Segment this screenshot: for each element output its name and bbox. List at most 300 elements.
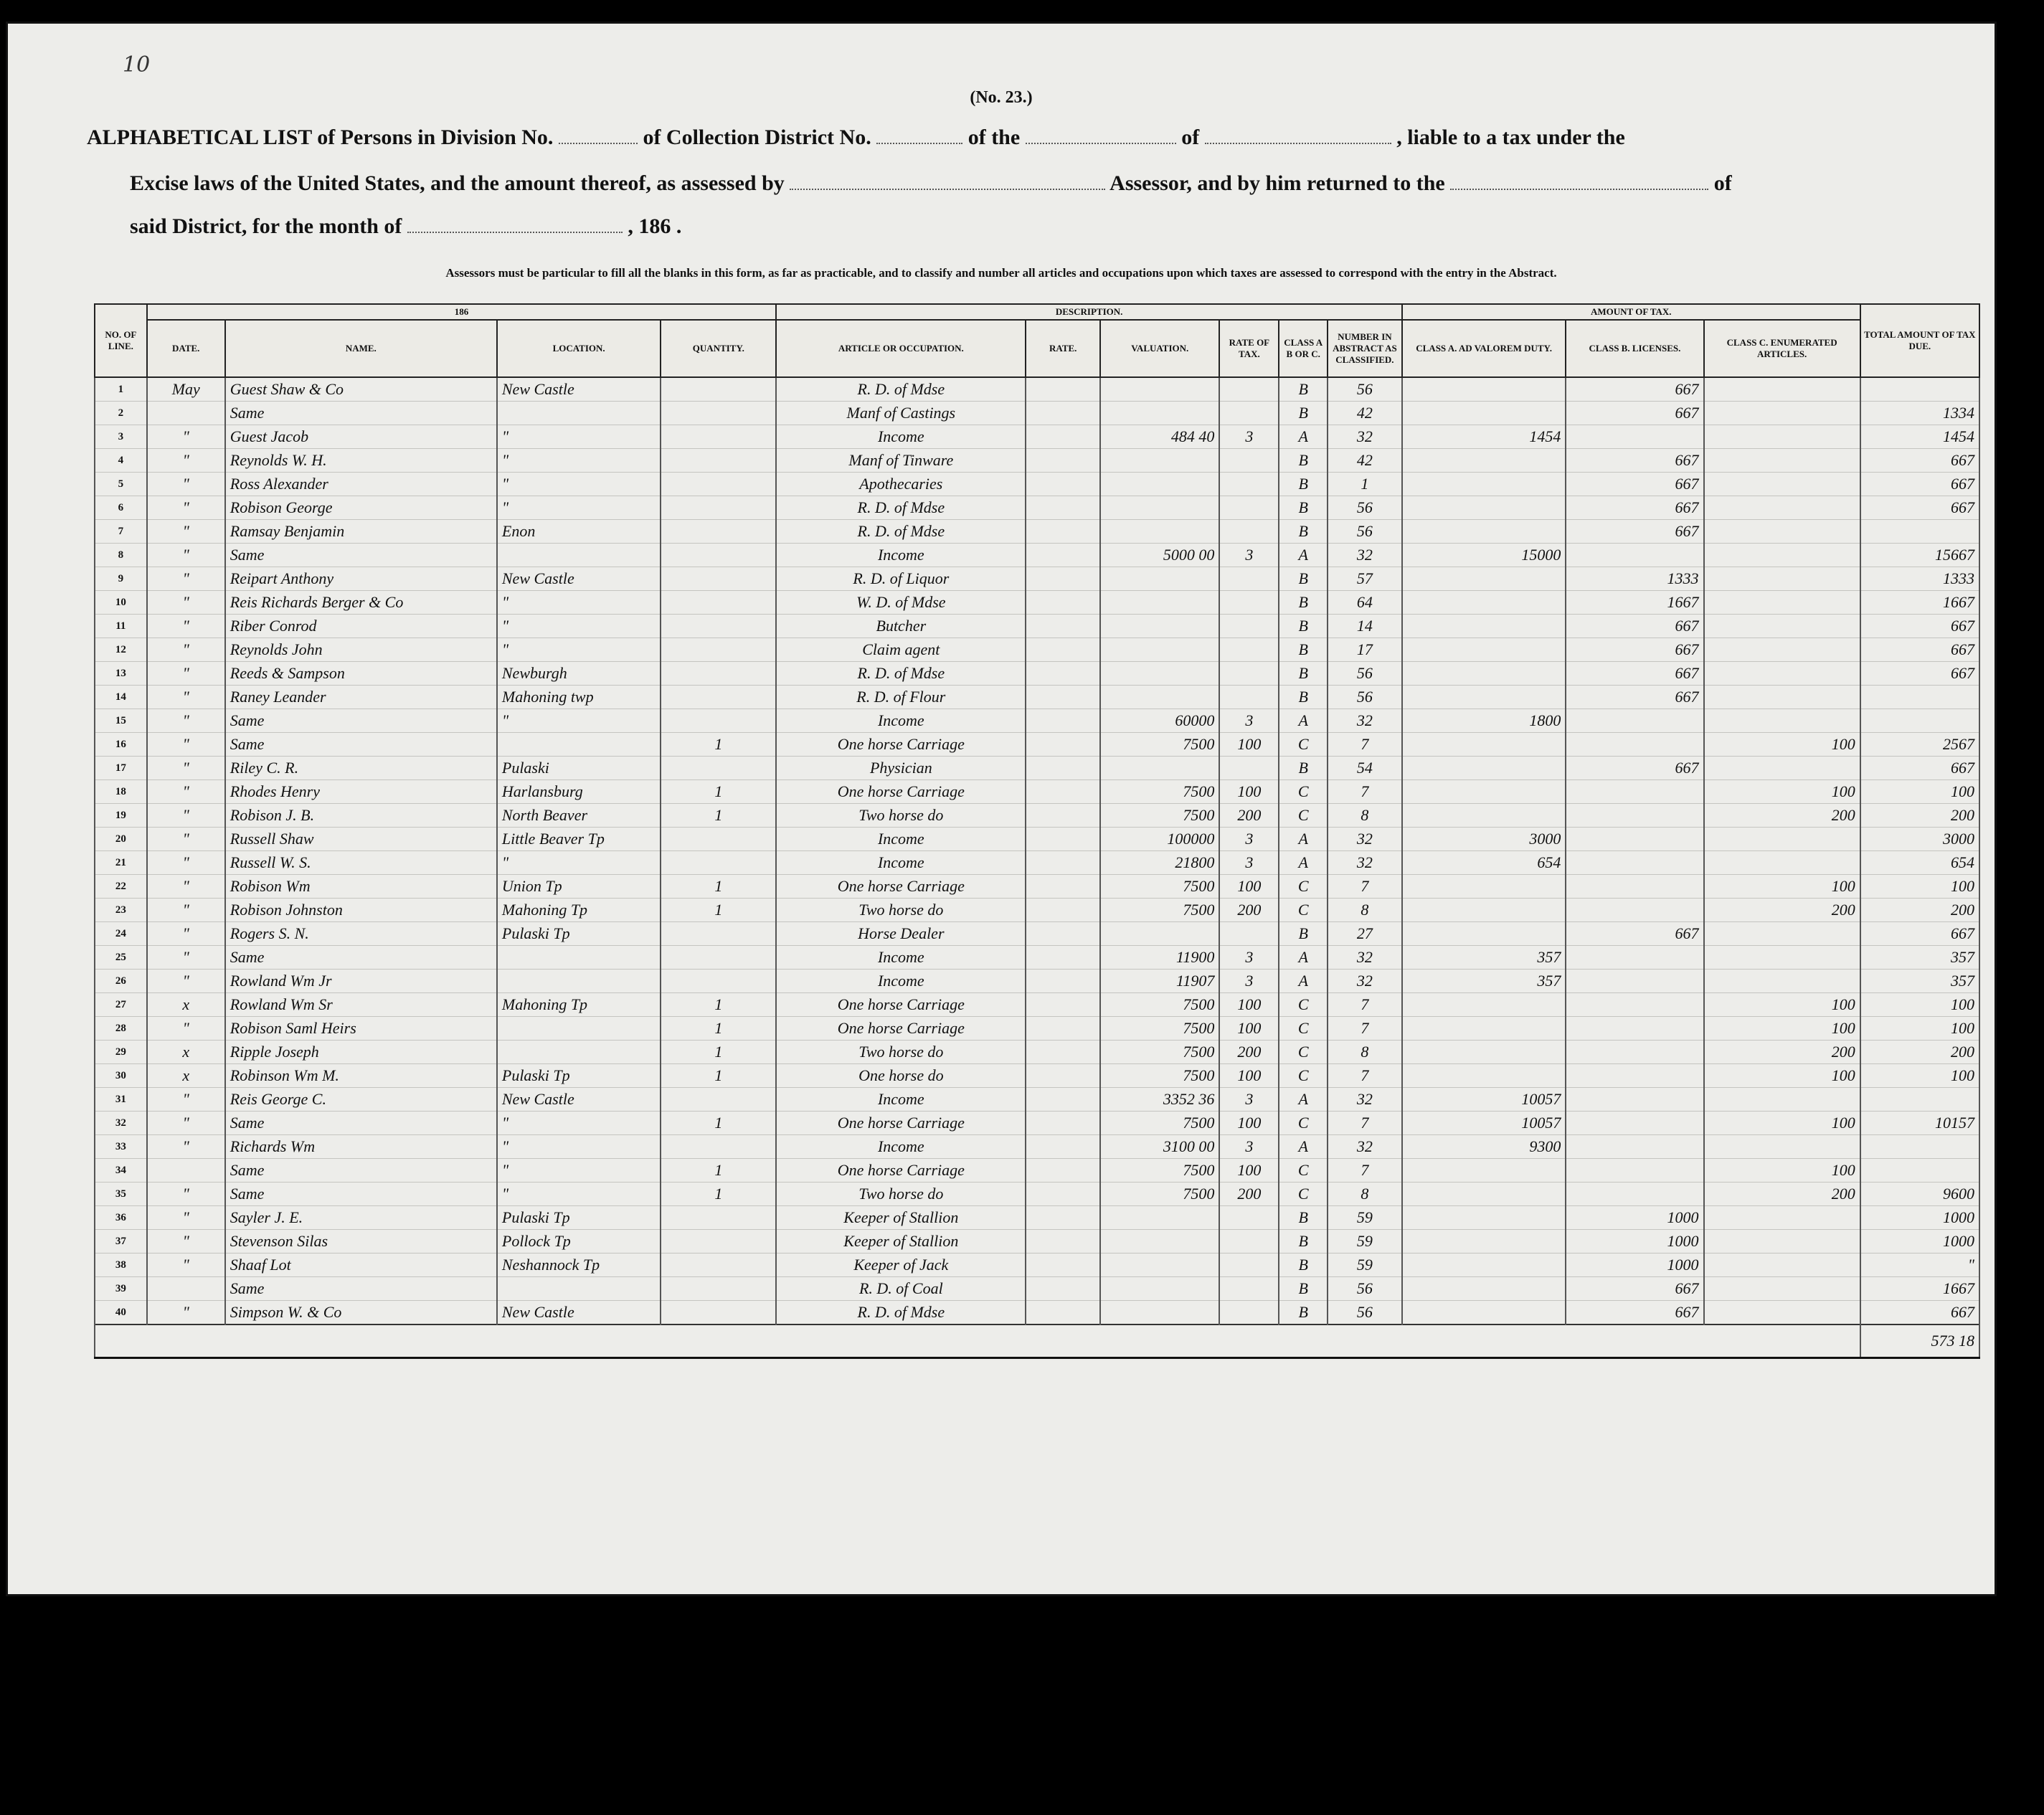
header-year-label: , 186 (628, 214, 671, 238)
class-cell: C (1279, 1183, 1328, 1206)
rate-of-tax-cell (1219, 757, 1279, 780)
date-cell: " (147, 638, 225, 662)
class-c-cell (1704, 638, 1860, 662)
class-a-cell (1402, 520, 1566, 544)
abstract-number-cell: 32 (1328, 946, 1402, 970)
valuation-cell: 7500 (1100, 1064, 1219, 1088)
class-cell: B (1279, 402, 1328, 425)
valuation-cell (1100, 922, 1219, 946)
class-c-cell (1704, 1254, 1860, 1277)
rate-cell (1026, 1088, 1100, 1112)
collector-blank (1450, 189, 1708, 190)
quantity-cell: 1 (661, 733, 776, 757)
header-of-label: of (1181, 125, 1200, 149)
date-cell: " (147, 780, 225, 804)
county-blank (1205, 143, 1391, 144)
date-cell: " (147, 1301, 225, 1325)
rate-cell (1026, 804, 1100, 828)
quantity-cell (661, 828, 776, 851)
valuation-cell (1100, 1206, 1219, 1230)
article-cell: Income (776, 851, 1026, 875)
rate-cell (1026, 875, 1100, 899)
article-cell: One horse Carriage (776, 1159, 1026, 1183)
class-cell: C (1279, 993, 1328, 1017)
name-cell: Robinson Wm M. (225, 1064, 497, 1088)
class-c-cell (1704, 449, 1860, 473)
quantity-cell: 1 (661, 1112, 776, 1135)
form-number: (No. 23.) (970, 88, 1033, 107)
rate-cell (1026, 828, 1100, 851)
article-cell: One horse Carriage (776, 875, 1026, 899)
header-division-label: of Persons in Division No. (317, 125, 554, 149)
table-row (95, 662, 1979, 686)
total-cell: 100 (1860, 993, 1979, 1017)
date-cell: " (147, 615, 225, 638)
line-number: 29 (95, 1041, 147, 1064)
valuation-cell (1100, 1301, 1219, 1325)
class-cell: C (1279, 1159, 1328, 1183)
article-cell: Income (776, 709, 1026, 733)
class-c-cell (1704, 520, 1860, 544)
col-class-c: CLASS C. ENUMERATED ARTICLES. (1704, 320, 1860, 377)
date-cell: " (147, 733, 225, 757)
valuation-cell (1100, 567, 1219, 591)
class-b-cell (1566, 899, 1703, 922)
line-number: 8 (95, 544, 147, 567)
ledger-sheet (6, 22, 1997, 1596)
class-b-cell (1566, 1135, 1703, 1159)
quantity-cell (661, 709, 776, 733)
total-cell: 667 (1860, 1301, 1979, 1325)
col-quantity: QUANTITY. (661, 320, 776, 377)
quantity-cell (661, 615, 776, 638)
table-row (95, 449, 1979, 473)
total-cell: 667 (1860, 615, 1979, 638)
class-a-cell (1402, 1301, 1566, 1325)
quantity-cell (661, 638, 776, 662)
line-number: 4 (95, 449, 147, 473)
class-cell: B (1279, 615, 1328, 638)
quantity-cell (661, 591, 776, 615)
col-name: NAME. (225, 320, 497, 377)
class-c-cell (1704, 615, 1860, 638)
table-row (95, 970, 1979, 993)
quantity-cell (661, 1230, 776, 1254)
abstract-number-cell: 32 (1328, 709, 1402, 733)
location-cell: " (497, 449, 661, 473)
article-cell: Apothecaries (776, 473, 1026, 496)
name-cell: Guest Jacob (225, 425, 497, 449)
article-cell: Two horse do (776, 1183, 1026, 1206)
class-c-cell: 100 (1704, 733, 1860, 757)
class-c-cell (1704, 922, 1860, 946)
rate-of-tax-cell (1219, 1277, 1279, 1301)
valuation-cell: 7500 (1100, 1041, 1219, 1064)
class-b-cell (1566, 804, 1703, 828)
line-number: 28 (95, 1017, 147, 1041)
quantity-cell (661, 520, 776, 544)
date-cell: " (147, 1112, 225, 1135)
class-cell: A (1279, 544, 1328, 567)
total-cell: 1667 (1860, 1277, 1979, 1301)
quantity-cell: 1 (661, 804, 776, 828)
article-cell: Two horse do (776, 899, 1026, 922)
name-cell: Same (225, 709, 497, 733)
quantity-cell (661, 1088, 776, 1112)
article-cell: Income (776, 828, 1026, 851)
col-valuation: VALUATION. (1100, 320, 1219, 377)
rate-cell (1026, 473, 1100, 496)
rate-of-tax-cell (1219, 662, 1279, 686)
quantity-cell (661, 1301, 776, 1325)
class-a-cell: 654 (1402, 851, 1566, 875)
header-month-label: said District, for the month of (130, 214, 402, 238)
rate-of-tax-cell: 3 (1219, 544, 1279, 567)
class-c-cell (1704, 1301, 1860, 1325)
location-cell (497, 402, 661, 425)
abstract-number-cell: 14 (1328, 615, 1402, 638)
col-location: LOCATION. (497, 320, 661, 377)
col-date: DATE. (147, 320, 225, 377)
rate-cell (1026, 686, 1100, 709)
table-row (95, 875, 1979, 899)
rate-cell (1026, 946, 1100, 970)
rate-of-tax-cell: 200 (1219, 1183, 1279, 1206)
class-cell: C (1279, 1017, 1328, 1041)
class-cell: B (1279, 686, 1328, 709)
rate-cell (1026, 1230, 1100, 1254)
date-cell: " (147, 851, 225, 875)
line-number: 20 (95, 828, 147, 851)
name-cell: Reynolds John (225, 638, 497, 662)
name-cell: Rowland Wm Sr (225, 993, 497, 1017)
location-cell: New Castle (497, 567, 661, 591)
line-number: 34 (95, 1159, 147, 1183)
quantity-cell: 1 (661, 1017, 776, 1041)
name-cell: Ross Alexander (225, 473, 497, 496)
line-number: 3 (95, 425, 147, 449)
name-cell: Reis Richards Berger & Co (225, 591, 497, 615)
class-b-cell: 1000 (1566, 1254, 1703, 1277)
name-cell: Richards Wm (225, 1135, 497, 1159)
table-row (95, 615, 1979, 638)
class-c-cell (1704, 851, 1860, 875)
date-cell: " (147, 757, 225, 780)
article-cell: Butcher (776, 615, 1026, 638)
rate-cell (1026, 733, 1100, 757)
rate-of-tax-cell (1219, 615, 1279, 638)
class-a-cell (1402, 733, 1566, 757)
date-cell: " (147, 520, 225, 544)
rate-cell (1026, 377, 1100, 402)
class-cell: A (1279, 970, 1328, 993)
valuation-cell: 3100 00 (1100, 1135, 1219, 1159)
name-cell: Robison Saml Heirs (225, 1017, 497, 1041)
header-line-2 (130, 171, 1732, 196)
table-row (95, 993, 1979, 1017)
class-b-cell: 667 (1566, 638, 1703, 662)
valuation-cell: 7500 (1100, 993, 1219, 1017)
date-cell (147, 1277, 225, 1301)
rate-of-tax-cell: 3 (1219, 828, 1279, 851)
rate-cell (1026, 993, 1100, 1017)
valuation-cell (1100, 402, 1219, 425)
location-cell (497, 544, 661, 567)
rate-of-tax-cell (1219, 1206, 1279, 1230)
rate-of-tax-cell: 100 (1219, 1064, 1279, 1088)
table-row (95, 1277, 1979, 1301)
class-a-cell (1402, 567, 1566, 591)
location-cell: " (497, 615, 661, 638)
class-b-cell (1566, 709, 1703, 733)
class-cell: C (1279, 1064, 1328, 1088)
class-b-cell (1566, 1183, 1703, 1206)
article-cell: Income (776, 425, 1026, 449)
location-cell: " (497, 496, 661, 520)
class-b-cell (1566, 970, 1703, 993)
class-cell: A (1279, 709, 1328, 733)
abstract-number-cell: 32 (1328, 970, 1402, 993)
valuation-cell (1100, 1230, 1219, 1254)
total-cell (1860, 686, 1979, 709)
total-row (95, 1324, 1979, 1358)
name-cell: Shaaf Lot (225, 1254, 497, 1277)
valuation-cell: 7500 (1100, 1183, 1219, 1206)
rate-cell (1026, 1017, 1100, 1041)
table-row (95, 1017, 1979, 1041)
location-cell: Pollock Tp (497, 1230, 661, 1254)
class-cell: A (1279, 828, 1328, 851)
date-cell: " (147, 449, 225, 473)
header-period: . (676, 214, 682, 238)
rate-of-tax-cell (1219, 922, 1279, 946)
name-cell: Same (225, 946, 497, 970)
article-cell: R. D. of Mdse (776, 662, 1026, 686)
class-a-cell: 9300 (1402, 1135, 1566, 1159)
class-a-cell (1402, 899, 1566, 922)
rate-of-tax-cell: 100 (1219, 1159, 1279, 1183)
class-c-cell (1704, 1230, 1860, 1254)
name-cell: Same (225, 1277, 497, 1301)
class-c-cell: 100 (1704, 1159, 1860, 1183)
valuation-cell: 100000 (1100, 828, 1219, 851)
location-cell: Pulaski Tp (497, 1064, 661, 1088)
class-cell: B (1279, 496, 1328, 520)
article-cell: R. D. of Mdse (776, 1301, 1026, 1325)
rate-cell (1026, 851, 1100, 875)
class-b-cell: 667 (1566, 757, 1703, 780)
date-cell: May (147, 377, 225, 402)
line-number: 31 (95, 1088, 147, 1112)
line-number: 24 (95, 922, 147, 946)
abstract-number-cell: 27 (1328, 922, 1402, 946)
rate-of-tax-cell: 3 (1219, 1135, 1279, 1159)
line-number: 38 (95, 1254, 147, 1277)
quantity-cell (661, 1206, 776, 1230)
article-cell: Horse Dealer (776, 922, 1026, 946)
col-total: TOTAL AMOUNT OF TAX DUE. (1860, 304, 1979, 377)
class-a-cell (1402, 449, 1566, 473)
class-c-cell (1704, 567, 1860, 591)
date-cell: " (147, 662, 225, 686)
valuation-cell: 60000 (1100, 709, 1219, 733)
location-cell: " (497, 591, 661, 615)
date-cell: " (147, 496, 225, 520)
abstract-number-cell: 32 (1328, 425, 1402, 449)
quantity-cell (661, 1254, 776, 1277)
class-cell: A (1279, 425, 1328, 449)
rate-cell (1026, 402, 1100, 425)
name-cell: Ramsay Benjamin (225, 520, 497, 544)
valuation-cell: 7500 (1100, 1159, 1219, 1183)
quantity-cell (661, 970, 776, 993)
class-b-cell (1566, 1064, 1703, 1088)
class-a-cell (1402, 1230, 1566, 1254)
abstract-number-cell: 56 (1328, 520, 1402, 544)
header-line-3 (130, 214, 681, 239)
valuation-cell (1100, 496, 1219, 520)
col-class: CLASS A B OR C. (1279, 320, 1328, 377)
table-row (95, 1064, 1979, 1088)
date-cell: x (147, 1041, 225, 1064)
rate-of-tax-cell (1219, 1230, 1279, 1254)
table-row (95, 1206, 1979, 1230)
quantity-cell: 1 (661, 1064, 776, 1088)
name-cell: Rogers S. N. (225, 922, 497, 946)
class-c-cell (1704, 591, 1860, 615)
rate-cell (1026, 1206, 1100, 1230)
article-cell: R. D. of Mdse (776, 377, 1026, 402)
class-b-cell: 667 (1566, 473, 1703, 496)
location-cell: " (497, 473, 661, 496)
line-number: 33 (95, 1135, 147, 1159)
header-of-label-2: of (1713, 171, 1732, 195)
class-c-cell (1704, 662, 1860, 686)
class-cell: B (1279, 1230, 1328, 1254)
table-row (95, 899, 1979, 922)
article-cell: One horse Carriage (776, 780, 1026, 804)
article-cell: Manf of Tinware (776, 449, 1026, 473)
line-number: 35 (95, 1183, 147, 1206)
abstract-number-cell: 56 (1328, 496, 1402, 520)
location-cell: Union Tp (497, 875, 661, 899)
rate-of-tax-cell: 100 (1219, 1112, 1279, 1135)
class-cell: B (1279, 922, 1328, 946)
article-cell: Claim agent (776, 638, 1026, 662)
article-cell: Income (776, 946, 1026, 970)
class-c-cell (1704, 828, 1860, 851)
total-cell: 667 (1860, 473, 1979, 496)
line-number: 27 (95, 993, 147, 1017)
name-cell: Robison George (225, 496, 497, 520)
table-row (95, 1135, 1979, 1159)
quantity-cell (661, 757, 776, 780)
class-b-cell (1566, 875, 1703, 899)
date-cell: " (147, 804, 225, 828)
class-b-cell: 1667 (1566, 591, 1703, 615)
class-c-cell: 100 (1704, 993, 1860, 1017)
name-cell: Riley C. R. (225, 757, 497, 780)
date-cell: " (147, 1135, 225, 1159)
rate-of-tax-cell (1219, 473, 1279, 496)
location-cell: Mahoning Tp (497, 899, 661, 922)
date-cell: " (147, 473, 225, 496)
name-cell: Rhodes Henry (225, 780, 497, 804)
rate-of-tax-cell: 100 (1219, 993, 1279, 1017)
header-liable-label: , liable to a tax under the (1396, 125, 1625, 149)
rate-cell (1026, 1159, 1100, 1183)
rate-of-tax-cell (1219, 591, 1279, 615)
valuation-cell (1100, 449, 1219, 473)
date-cell: " (147, 1017, 225, 1041)
abstract-number-cell: 64 (1328, 591, 1402, 615)
rate-cell (1026, 1277, 1100, 1301)
class-cell: C (1279, 804, 1328, 828)
class-a-cell (1402, 1064, 1566, 1088)
valuation-cell (1100, 1254, 1219, 1277)
class-b-cell (1566, 733, 1703, 757)
total-cell: 2567 (1860, 733, 1979, 757)
quantity-cell (661, 686, 776, 709)
line-number: 26 (95, 970, 147, 993)
class-cell: C (1279, 1112, 1328, 1135)
quantity-cell (661, 851, 776, 875)
rate-of-tax-cell (1219, 638, 1279, 662)
class-cell: B (1279, 591, 1328, 615)
rate-cell (1026, 544, 1100, 567)
assessor-instructions: Assessors must be particular to fill all the blanks in this form, as far as practicable, and to classify and number all articles and occupations upon which taxes are assessed to correspond with the entry in the Abstract. (445, 266, 1557, 280)
rate-cell (1026, 1254, 1100, 1277)
class-cell: B (1279, 1301, 1328, 1325)
quantity-cell (661, 402, 776, 425)
article-cell: Two horse do (776, 804, 1026, 828)
quantity-cell: 1 (661, 1159, 776, 1183)
article-cell: One horse Carriage (776, 1017, 1026, 1041)
corner-page-note: 10 (123, 52, 151, 77)
date-cell: " (147, 591, 225, 615)
class-c-cell (1704, 686, 1860, 709)
class-a-cell (1402, 591, 1566, 615)
valuation-cell: 484 40 (1100, 425, 1219, 449)
location-cell: Mahoning Tp (497, 993, 661, 1017)
class-a-cell: 15000 (1402, 544, 1566, 567)
rate-of-tax-cell (1219, 402, 1279, 425)
class-cell: B (1279, 662, 1328, 686)
class-a-cell (1402, 377, 1566, 402)
article-cell: R. D. of Flour (776, 686, 1026, 709)
class-b-cell: 667 (1566, 496, 1703, 520)
location-cell: " (497, 709, 661, 733)
abstract-number-cell: 7 (1328, 993, 1402, 1017)
table-row (95, 638, 1979, 662)
article-cell: R. D. of Mdse (776, 520, 1026, 544)
table-row (95, 1230, 1979, 1254)
class-a-cell: 1454 (1402, 425, 1566, 449)
valuation-cell (1100, 686, 1219, 709)
article-cell: W. D. of Mdse (776, 591, 1026, 615)
location-cell: " (497, 1112, 661, 1135)
total-cell: 667 (1860, 638, 1979, 662)
quantity-cell (661, 1135, 776, 1159)
location-cell (497, 1277, 661, 1301)
line-number: 14 (95, 686, 147, 709)
rate-of-tax-cell (1219, 449, 1279, 473)
article-cell: Manf of Castings (776, 402, 1026, 425)
rate-of-tax-cell: 100 (1219, 780, 1279, 804)
abstract-number-cell: 32 (1328, 1088, 1402, 1112)
location-cell: Pulaski Tp (497, 1206, 661, 1230)
rate-of-tax-cell: 3 (1219, 946, 1279, 970)
